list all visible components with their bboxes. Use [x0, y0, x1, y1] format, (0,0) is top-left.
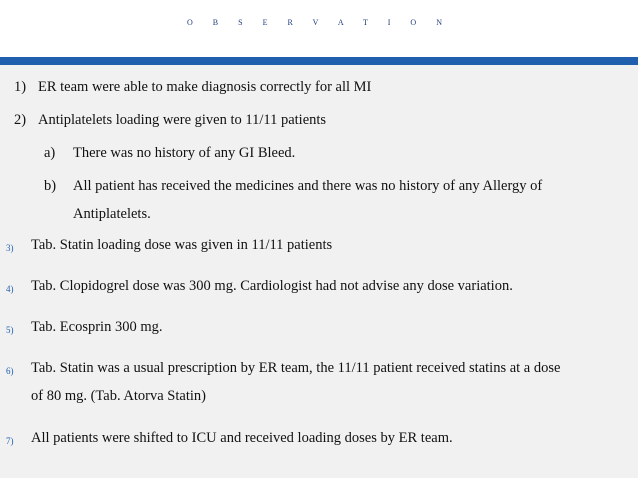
item-text: All patients were shifted to ICU and received loading doses by ER team.	[31, 430, 453, 446]
slide-body	[0, 65, 638, 478]
item-text: ER team were able to make diagnosis correctly for all MI	[38, 79, 372, 95]
item-number: 7)	[6, 436, 14, 446]
item-text: Tab. Ecosprin 300 mg.	[31, 319, 163, 335]
item-letter: b)	[44, 178, 57, 194]
item-number: 2)	[14, 112, 27, 128]
item-text: Tab. Clopidogrel dose was 300 mg. Cardiologist had not advise any dose variation.	[31, 278, 513, 294]
item-letter: a)	[44, 145, 56, 161]
item-number: 6)	[6, 366, 14, 376]
item-text: There was no history of any GI Bleed.	[73, 145, 296, 161]
item-text-continued: Antiplatelets.	[73, 206, 151, 222]
item-text: Antiplatelets loading were given to 11/11 patients	[38, 112, 327, 128]
item-text: Tab. Statin was a usual prescription by ER team, the 11/11 patient received statins at a dose	[31, 360, 561, 376]
item-text-continued: of 80 mg. (Tab. Atorva Statin)	[31, 388, 206, 404]
item-text: Tab. Statin loading dose was given in 11/11 patients	[31, 237, 333, 253]
item-text: All patient has received the medicines and there was no history of any Allergy of	[73, 178, 543, 194]
item-number: 3)	[6, 243, 14, 253]
item-number: 1)	[14, 79, 27, 95]
item-number: 5)	[6, 325, 14, 335]
slide-title: O B S E R V A T I O N	[187, 18, 451, 27]
header-rule	[0, 57, 638, 65]
slide-header	[0, 0, 638, 57]
item-number: 4)	[6, 284, 14, 294]
